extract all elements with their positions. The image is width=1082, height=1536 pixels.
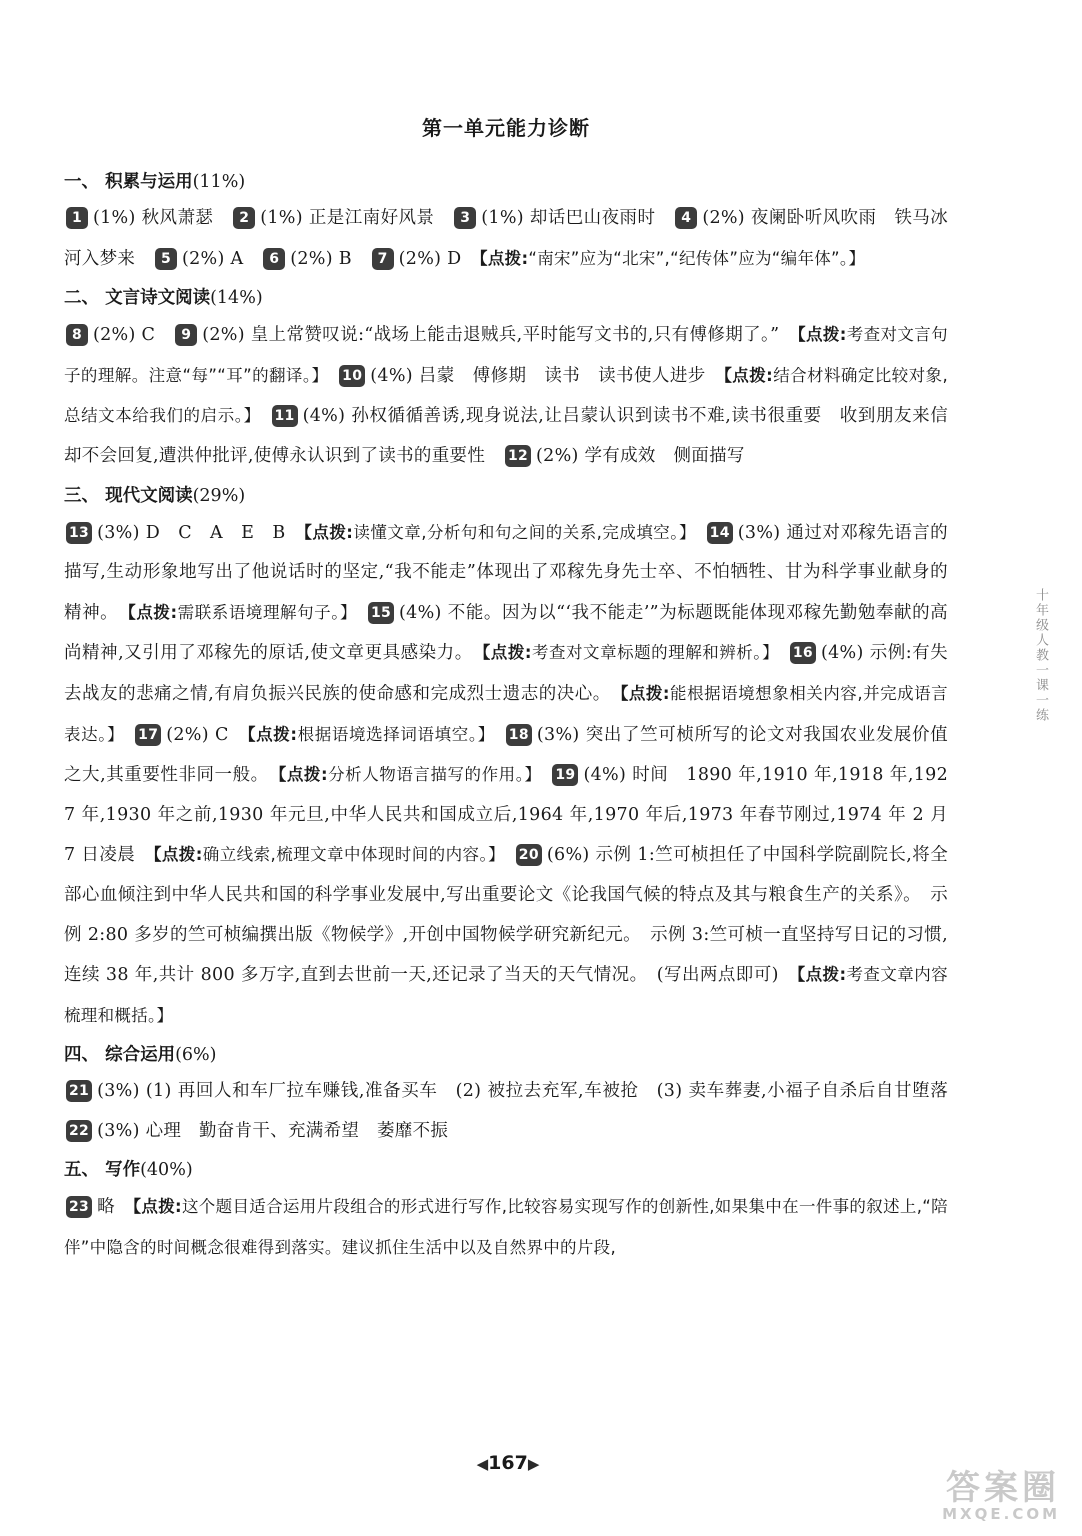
answer-text: (3%) 心理 勤奋肯干、充满希望 萎靡不振 bbox=[97, 1120, 449, 1141]
question-number-badge: 17 bbox=[135, 724, 161, 746]
answer-text: (6%) 示例 1:竺可桢担任了中国科学院副院长,将全部心血倾注到中华人民共和国的科学事业发展中,写出重要论文《论我国气候的特点及其与粮食生产的关系》。 示例 2:80 多岁的竺可桢编撰出版《物候学》,开创中国物候学研究新纪元。 示例 3:竺可桢一直坚持写日记的习惯,连续 38 年,共计 800 多万字,直到去世前一天,还记录了当天的天气情况。 (写出两点即可) bbox=[64, 845, 949, 986]
hint-note bbox=[128, 603, 366, 622]
hint-note bbox=[479, 249, 865, 268]
section-heading bbox=[64, 281, 948, 315]
hint-text: 分析人物语言描写的作用。】 bbox=[327, 765, 551, 785]
answer-text: 略 bbox=[97, 1197, 133, 1218]
answer-text: (4%) 孙权循循善诱,现身说法,让吕蒙认识到读书不难,读书很重要 收到朋友来信却不会回复,遭洪仲批评,使傅永认识到了读书的重要性 bbox=[64, 406, 948, 466]
section-heading bbox=[64, 479, 948, 513]
question-number-badge: 22 bbox=[66, 1120, 92, 1142]
answer-text: (3%) 突出了竺可桢所写的论文对我国农业发展价值之大,其重要性非同一般。 bbox=[64, 724, 948, 786]
question-number-badge: 14 bbox=[707, 522, 733, 544]
answer-paragraph bbox=[64, 1187, 948, 1268]
section-percentage: (11%) bbox=[192, 172, 246, 192]
question-number-badge: 13 bbox=[66, 522, 92, 544]
answer-text: (2%) C bbox=[166, 724, 248, 745]
section-heading-text: 四、 综合运用 bbox=[64, 1045, 176, 1066]
answer-text: (3%) (1) 再回人和车厂拉车赚钱,准备买车 (2) 被拉去充军,车被抢 (3) 卖车葬妻,小福子自杀后自甘堕落 bbox=[97, 1081, 966, 1102]
question-number-badge: 2 bbox=[233, 207, 255, 229]
section-heading bbox=[64, 165, 948, 199]
hint-text: 结合材料确定比较对象,总结文本给我们的启示。】 bbox=[64, 365, 948, 426]
page-number bbox=[0, 1452, 1016, 1474]
watermark-logo bbox=[880, 1470, 1060, 1522]
section-percentage: (40%) bbox=[140, 1160, 193, 1181]
question-number-badge: 7 bbox=[372, 248, 394, 270]
hint-text: 这个题目适合运用片段组合的形式进行写作,比较容易实现写作的创新性,如果集中在一件事的叙述上,“陪伴”中隐含的时间概念很难得到落实。建议抓住生活中以及自然界中的片段, bbox=[64, 1197, 948, 1258]
question-number-badge: 10 bbox=[339, 365, 365, 387]
section-percentage: (29%) bbox=[192, 485, 246, 506]
watermark-main: 答案圈 bbox=[946, 1468, 1060, 1508]
question-number-badge: 23 bbox=[66, 1196, 92, 1218]
hint-text: 考查对文言句子的理解。注意“每”“耳”的翻译。】 bbox=[64, 325, 948, 385]
hint-label: 【点拨: bbox=[247, 724, 298, 744]
hint-note bbox=[304, 523, 705, 542]
question-number-badge: 19 bbox=[552, 764, 578, 786]
hint-label: 【点拨: bbox=[479, 248, 529, 268]
answer-text: (4%) 时间 1890 年,1910 年,1918 年,1927 年,1930 年之前,1930 年元旦,中华人民共和国成立后,1964 年,1970 年后,1973 年春节刚过,1974 年 2 月 7 日凌晨 bbox=[64, 765, 949, 866]
hint-text: 考查文章内容梳理和概括。】 bbox=[64, 965, 948, 1025]
answer-text: (2%) 学有成效 侧面描写 bbox=[536, 445, 745, 466]
answer-paragraph bbox=[64, 315, 948, 476]
answer-text: (4%) 不能。因为以“‘我不能走’”为标题既能体现邓稼先勤勉奉献的高尚精神,又引用了邓稼先的原话,使文章更具感染力。 bbox=[64, 602, 948, 664]
hint-note bbox=[64, 1197, 948, 1257]
answer-text: (2%) 夜阑卧听风吹雨 铁马冰河入梦来 bbox=[64, 208, 948, 269]
answer-paragraph bbox=[64, 513, 948, 1037]
question-number-badge: 8 bbox=[66, 324, 88, 346]
hint-label: 【点拨: bbox=[132, 1197, 182, 1217]
hint-label: 【点拨: bbox=[797, 325, 847, 345]
question-number-badge: 18 bbox=[506, 724, 532, 746]
side-label: 十年级人教一课一练 bbox=[1033, 588, 1048, 723]
hint-note bbox=[153, 845, 514, 864]
question-number-badge: 21 bbox=[66, 1080, 92, 1102]
answer-text: (2%) 皇上常赞叹说:“战场上能击退贼兵,平时能写文书的,只有傅修期了。” bbox=[202, 325, 798, 346]
hint-text: 根据语境选择词语填空。】 bbox=[297, 724, 504, 744]
hint-text: “南宋”应为“北宋”,“纪传体”应为“编年体”。】 bbox=[528, 248, 866, 268]
question-number-badge: 12 bbox=[505, 445, 531, 467]
question-number-badge: 3 bbox=[454, 207, 476, 229]
section-heading-text: 三、 现代文阅读 bbox=[64, 485, 193, 506]
question-number-badge: 15 bbox=[368, 602, 394, 624]
section-percentage: (6%) bbox=[175, 1045, 217, 1066]
hint-text: 能根据语境想象相关内容,并完成语言表达。】 bbox=[64, 683, 948, 744]
hint-text: 读懂文章,分析句和句之间的关系,完成填空。】 bbox=[353, 522, 705, 542]
triangle-right-icon: ▶ bbox=[527, 1455, 540, 1473]
hint-text: 考查对文章标题的理解和辨析。】 bbox=[531, 643, 788, 663]
hint-label: 【点拨: bbox=[620, 683, 670, 703]
hint-text: 需联系语境理解句子。】 bbox=[177, 602, 366, 622]
page-title: 第一单元能力诊断 bbox=[422, 116, 590, 140]
hint-label: 【点拨: bbox=[127, 602, 178, 622]
hint-label: 【点拨: bbox=[796, 965, 847, 985]
page-number-text: 167 bbox=[488, 1452, 528, 1474]
hint-label: 【点拨: bbox=[303, 522, 354, 542]
question-number-badge: 4 bbox=[675, 207, 697, 229]
hint-note bbox=[482, 643, 788, 662]
question-number-badge: 6 bbox=[263, 248, 285, 270]
section-heading-text: 二、 文言诗文阅读 bbox=[64, 288, 211, 309]
answer-sections bbox=[64, 165, 966, 1269]
answer-text: (2%) B bbox=[290, 248, 370, 269]
section-percentage: (14%) bbox=[210, 288, 263, 309]
answer-paragraph bbox=[64, 1072, 966, 1151]
hint-note bbox=[247, 725, 504, 744]
answer-text: (2%) D bbox=[398, 248, 480, 269]
hint-note bbox=[278, 765, 550, 784]
answer-text: (3%) D C A E B bbox=[97, 522, 304, 543]
question-number-badge: 1 bbox=[66, 207, 88, 229]
answer-text: (4%) 示例:有失去战友的悲痛之情,有肩负振兴民族的使命感和完成烈士遗志的决心。 bbox=[64, 643, 948, 704]
section-heading bbox=[64, 1038, 948, 1072]
question-number-badge: 20 bbox=[516, 844, 542, 866]
hint-label: 【点拨: bbox=[723, 365, 774, 385]
hint-label: 【点拨: bbox=[482, 643, 532, 663]
answer-text: (2%) A bbox=[182, 248, 262, 269]
section-heading-text: 五、 写作 bbox=[64, 1160, 141, 1181]
question-number-badge: 11 bbox=[272, 405, 298, 427]
hint-label: 【点拨: bbox=[278, 765, 328, 785]
answer-text: (1%) 正是江南好风景 bbox=[260, 208, 453, 228]
answer-page bbox=[64, 112, 966, 1271]
answer-text: (1%) 秋风萧瑟 bbox=[93, 208, 232, 228]
watermark-sub: MXQE.COM bbox=[942, 1505, 1060, 1523]
section-heading-text: 一、 积累与运用 bbox=[64, 172, 193, 192]
answer-text: (4%) 吕蒙 傅修期 读书 读书使人进步 bbox=[370, 365, 724, 386]
answer-text: (1%) 却话巴山夜雨时 bbox=[481, 208, 674, 228]
hint-text: 确立线索,梳理文章中体现时间的内容。】 bbox=[202, 845, 514, 865]
answer-paragraph bbox=[64, 199, 948, 279]
section-heading bbox=[64, 1153, 948, 1187]
question-number-badge: 9 bbox=[175, 324, 197, 346]
question-number-badge: 16 bbox=[790, 642, 816, 664]
question-number-badge: 5 bbox=[155, 248, 177, 270]
triangle-left-icon: ◀ bbox=[476, 1455, 489, 1473]
hint-label: 【点拨: bbox=[153, 845, 203, 865]
answer-text: (3%) 通过对邓稼先语言的描写,生动形象地写出了他说话时的坚定,“我不能走”体现出了邓稼先身先士卒、不怕牺牲、甘为科学事业献身的精神。 bbox=[64, 522, 948, 623]
answer-text: (2%) C bbox=[93, 325, 174, 346]
